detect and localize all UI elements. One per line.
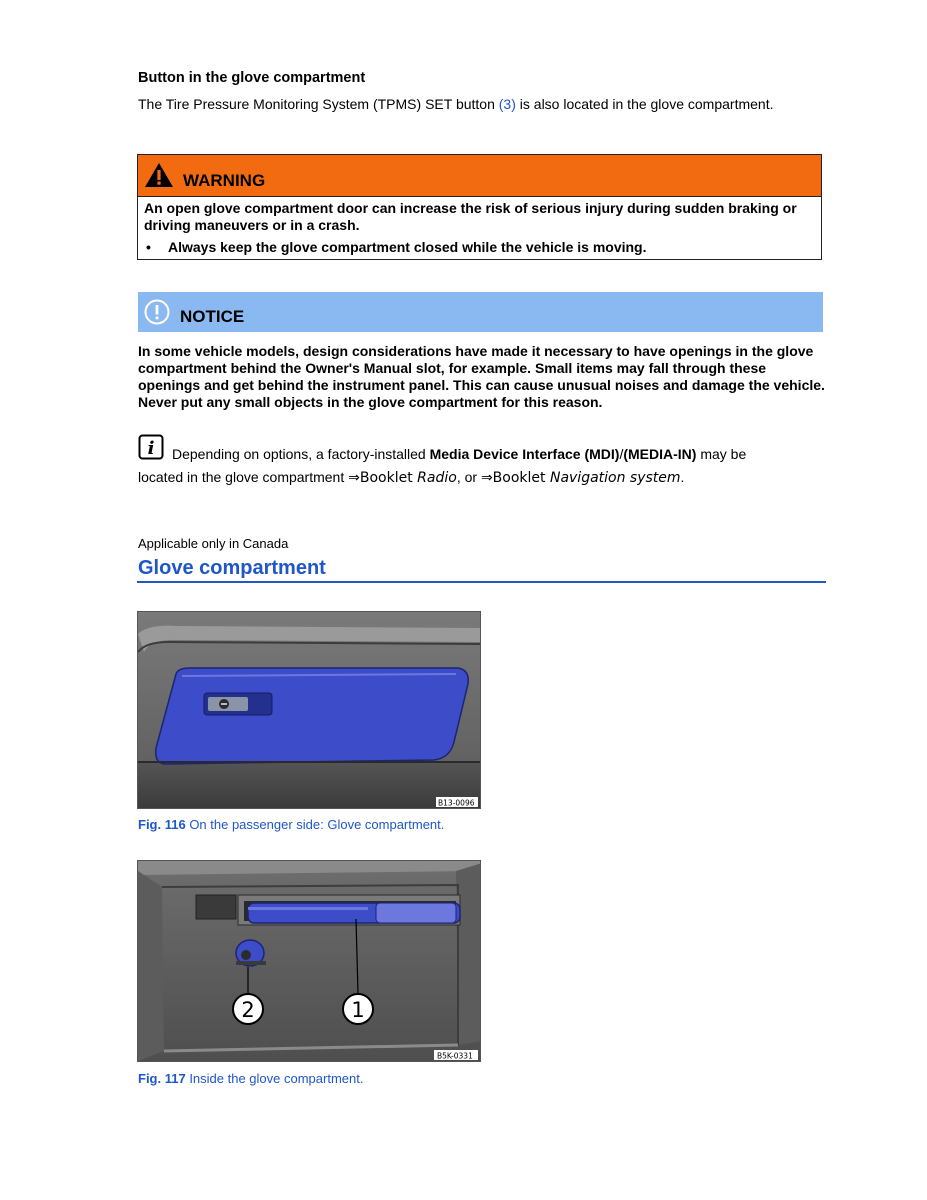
notice-exclamation-icon bbox=[143, 298, 171, 326]
info-text: Depending on options, a factory-installed bbox=[172, 446, 430, 462]
figure-number: Fig. 116 bbox=[138, 817, 186, 832]
warning-box bbox=[137, 154, 822, 260]
booklet-title: Navigation system bbox=[549, 470, 681, 486]
figure-117-caption bbox=[138, 1071, 363, 1086]
bullet-dot: • bbox=[146, 239, 151, 255]
arrow-right-icon: ⇒ bbox=[348, 470, 360, 486]
period: . bbox=[680, 469, 685, 485]
figure-caption-text: Inside the glove compartment. bbox=[185, 1071, 364, 1086]
warning-text: An open glove compartment door can increase the risk of serious injury during sudden braking or driving maneuvers or in a crash. bbox=[144, 200, 797, 233]
booklet-label: Booklet bbox=[492, 470, 550, 486]
booklet-radio-link[interactable] bbox=[348, 470, 457, 486]
figure-code: B5K-0331 bbox=[437, 1051, 473, 1061]
booklet-label: Booklet bbox=[359, 470, 418, 486]
warning-triangle-icon bbox=[144, 162, 174, 188]
applicability-note: Applicable only in Canada bbox=[138, 536, 289, 551]
booklet-navigation-link[interactable] bbox=[481, 470, 681, 486]
info-text-3: located in the glove compartment bbox=[138, 469, 349, 485]
intro-text: The Tire Pressure Monitoring System (TPMS) SET button bbox=[138, 96, 499, 112]
figure-code: B13-0096 bbox=[438, 798, 475, 808]
figure-117-image bbox=[137, 860, 481, 1062]
callout-ref-link[interactable]: (3) bbox=[498, 96, 516, 112]
intro-text-end: is also located in the glove compartment. bbox=[515, 96, 774, 112]
notice-header bbox=[138, 292, 823, 332]
info-line-2 bbox=[138, 469, 684, 486]
info-icon bbox=[138, 434, 164, 460]
warning-title: WARNING bbox=[183, 171, 266, 190]
notice-text: In some vehicle models, design considerations have made it necessary to have openings in the glove compartment behind the Owner's Manual slot, for example. Small items may fall through these openings and get behind the instrument panel. This can cause unusual noises and damage the vehicle. Never put any small objects in the glove compartment for this reason. bbox=[138, 343, 825, 410]
figure-116-image bbox=[137, 611, 481, 809]
warning-header bbox=[138, 155, 821, 197]
booklet-title: Radio bbox=[417, 470, 457, 486]
sub-heading: Button in the glove compartment bbox=[138, 70, 366, 86]
media-in-term: (MEDIA-IN) bbox=[623, 446, 697, 462]
info-line-1 bbox=[172, 446, 746, 462]
arrow-right-icon: ⇒ bbox=[480, 470, 493, 486]
warning-bullet bbox=[144, 239, 813, 256]
slash: / bbox=[619, 446, 624, 462]
figure-number: Fig. 117 bbox=[138, 1071, 186, 1086]
separator: , or bbox=[456, 469, 481, 485]
callout-1: 1 bbox=[351, 998, 365, 1022]
warning-body bbox=[138, 197, 821, 256]
info-text-2: may be bbox=[696, 446, 747, 462]
section-divider bbox=[137, 581, 826, 583]
section-title: Glove compartment bbox=[138, 557, 326, 579]
warning-bullet-text: Always keep the glove compartment closed while the vehicle is moving. bbox=[168, 239, 647, 255]
figure-caption-text: On the passenger side: Glove compartment. bbox=[185, 817, 445, 832]
callout-2: 2 bbox=[241, 998, 255, 1022]
intro-paragraph bbox=[138, 96, 778, 113]
notice-title: NOTICE bbox=[180, 307, 245, 326]
mdi-term: Media Device Interface (MDI) bbox=[429, 446, 620, 462]
figure-116-caption bbox=[138, 817, 444, 832]
svg-text:i: i bbox=[147, 438, 155, 459]
